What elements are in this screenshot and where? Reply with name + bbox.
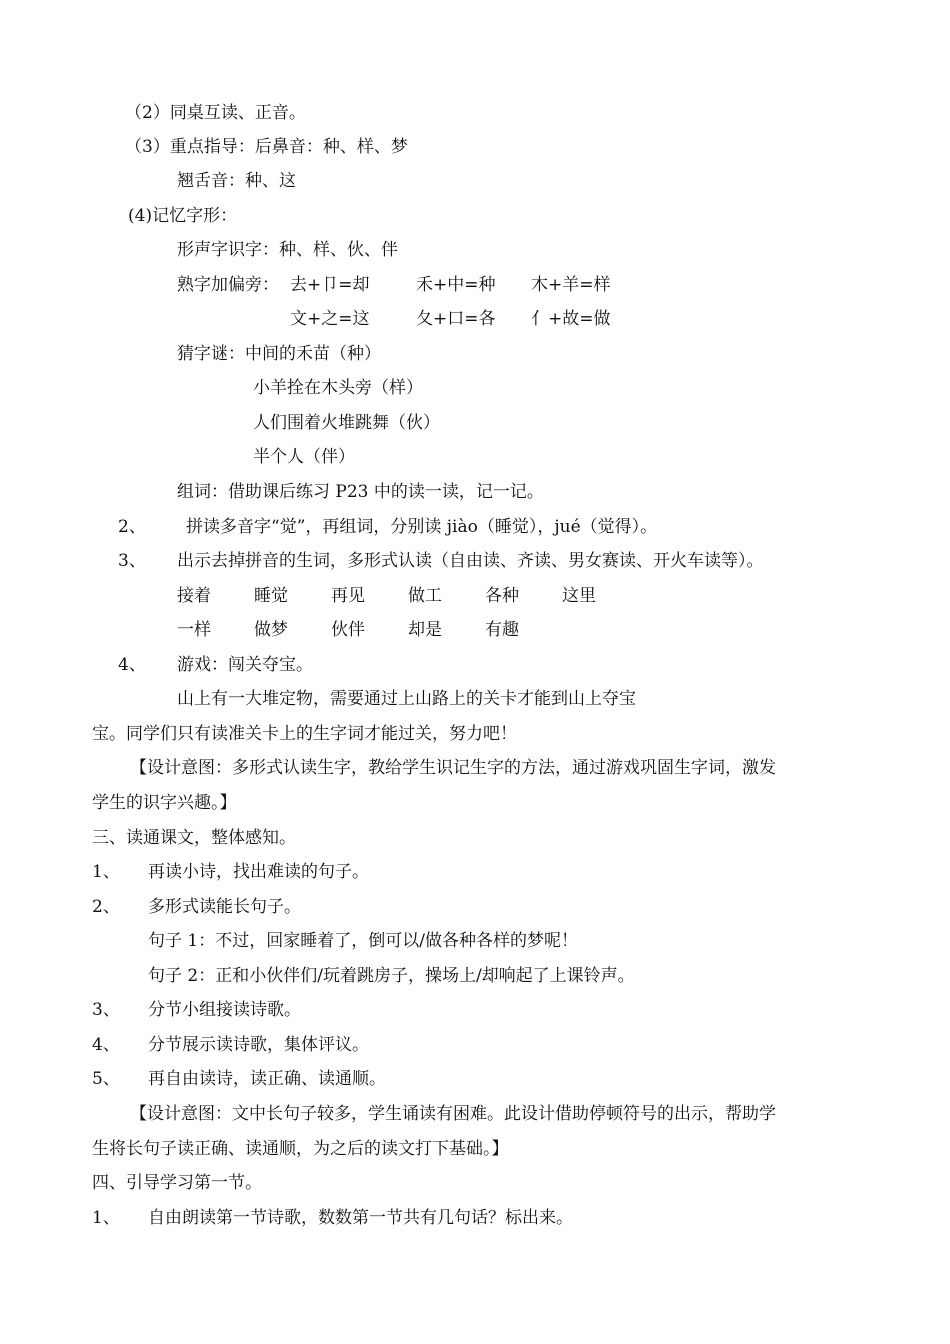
section-heading-4: 四、引导学习第一节。 [92, 1173, 262, 1193]
word-row-1 [177, 585, 596, 607]
vocab-word: 各种 [485, 586, 519, 606]
line-retroflex: 翘舌音：种、这 [177, 171, 296, 191]
line-add-radical-label: 熟字加偏旁： [177, 275, 279, 295]
vocab-word: 这里 [562, 586, 596, 606]
riddle-line: 半个人（伴） [253, 447, 355, 467]
line-peer-reading: （2）同桌互读、正音。 [125, 103, 306, 123]
design-intent-1-cont: 学生的识字兴趣。】 [92, 793, 237, 813]
radical-item: 去+卩=却 [290, 275, 370, 295]
vocab-word: 睡觉 [254, 586, 288, 606]
radical-item: 亻+故=做 [531, 309, 611, 329]
sentence-example: 句子 1：不过，回家睡着了，倒可以/做各种各样的梦呢！ [148, 931, 578, 951]
radical-item: 文+之=这 [290, 309, 370, 329]
riddle-line: 小羊拴在木头旁（样） [253, 378, 423, 398]
game-description: 山上有一大堆定物，需要通过上山路上的关卡才能到山上夺宝 [177, 689, 636, 709]
design-intent-2-cont: 生将长句子读正确、读通顺，为之后的读文打下基础。】 [92, 1139, 509, 1159]
line-nasal-guidance: （3）重点指导：后鼻音：种、样、梦 [125, 137, 408, 157]
list-number: 4、 [92, 1035, 120, 1055]
section-heading-3: 三、读通课文，整体感知。 [92, 828, 296, 848]
vocab-word: 再见 [331, 586, 365, 606]
list-number: 4、 [118, 655, 146, 675]
list-number: 2、 [92, 897, 120, 917]
game-line: 游戏：闯关夺宝。 [177, 655, 313, 675]
list-number: 5、 [92, 1069, 120, 1089]
step-text: 自由朗读第一节诗歌，数数第一节共有几句话？标出来。 [148, 1208, 573, 1228]
vocab-word: 做梦 [254, 620, 288, 640]
vocab-word: 伙伴 [331, 620, 365, 640]
vocab-word: 做工 [408, 586, 442, 606]
design-intent-2: 【设计意图：文中长句子较多，学生诵读有困难。此设计借助停顿符号的出示，帮助学 [130, 1104, 776, 1124]
step-text: 分节展示读诗歌，集体评议。 [148, 1035, 369, 1055]
vocab-word: 一样 [177, 620, 211, 640]
step-text: 多形式读能长句子。 [148, 897, 301, 917]
list-number: 1、 [92, 862, 120, 882]
radical-item: 木+羊=样 [531, 275, 611, 295]
riddle-line: 猜字谜：中间的禾苗（种） [177, 344, 381, 364]
word-building-line: 组词：借助课后练习 P23 中的读一读，记一记。 [177, 482, 544, 502]
polyphone-line: 拼读多音字“觉”，再组词，分别读 jiào（睡觉），jué（觉得）。 [186, 517, 658, 537]
list-number: 1、 [92, 1208, 120, 1228]
list-number: 2、 [118, 517, 146, 537]
step-text: 再自由读诗，读正确、读通顺。 [148, 1069, 386, 1089]
list-number: 3、 [118, 551, 146, 571]
word-row-2 [177, 619, 519, 641]
step-text: 再读小诗，找出难读的句子。 [148, 862, 369, 882]
game-description-cont: 宝。同学们只有读准关卡上的生字词才能过关，努力吧！ [92, 724, 517, 744]
radical-item: 夂+口=各 [416, 309, 496, 329]
new-words-line: 出示去掉拼音的生词，多形式认读（自由读、齐读、男女赛读、开火车读等）。 [177, 551, 764, 571]
vocab-word: 却是 [408, 620, 442, 640]
step-text: 分节小组接读诗歌。 [148, 1000, 301, 1020]
design-intent-1: 【设计意图：多形式认读生字，教给学生识记生字的方法，通过游戏巩固生字词，激发 [130, 758, 776, 778]
line-memorize-shape: (4)记忆字形： [128, 206, 238, 226]
sentence-example: 句子 2：正和小伙伴们/玩着跳房子，操场上/却响起了上课铃声。 [148, 966, 635, 986]
radical-item: 禾+中=种 [416, 275, 496, 295]
riddle-line: 人们围着火堆跳舞（伙） [253, 413, 440, 433]
vocab-word: 接着 [177, 586, 211, 606]
line-phonetic-chars: 形声字识字：种、样、伙、伴 [177, 240, 398, 260]
list-number: 3、 [92, 1000, 120, 1020]
vocab-word: 有趣 [485, 620, 519, 640]
